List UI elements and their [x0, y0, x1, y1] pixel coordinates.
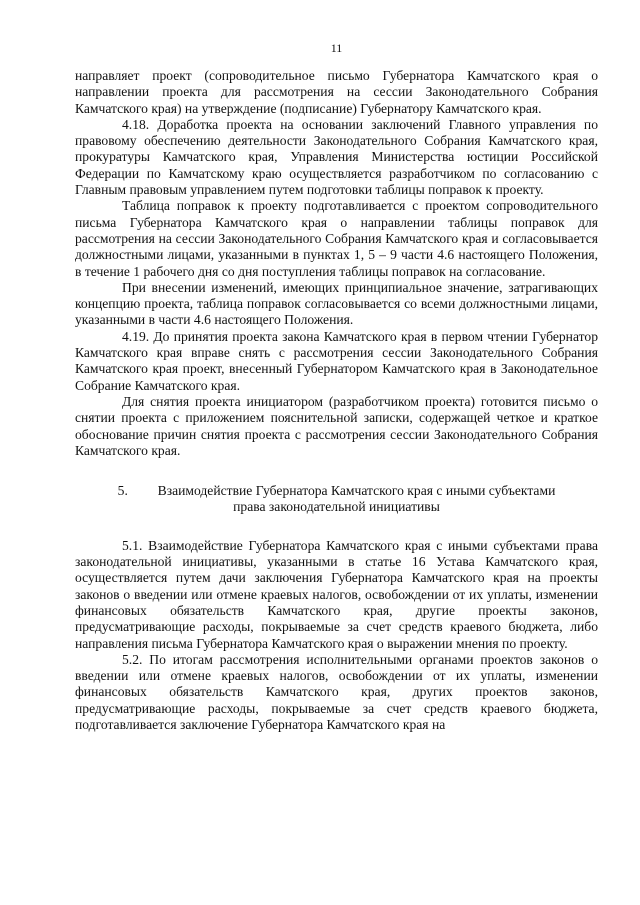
section-heading-line-1	[75, 483, 598, 499]
paragraph: 5.2. По итогам рассмотрения исполнительными органами проектов законов о введении или отмене краевых налогов, освобождении от их уплаты, изменении финансовых обязательств Камчатского края, других проектов законов, предусматривающие расходы, покрываемые за счет средств краевого бюджета, подготавливается заключение Губернатора Камчатского края на	[75, 651, 598, 732]
paragraph: При внесении изменений, имеющих принципиальное значение, затрагивающих концепцию проекта, таблица поправок согласовывается со всеми должностными лицами, указанными в части 4.6 настоящего Положения.	[75, 279, 598, 328]
page-number: 11	[330, 41, 343, 55]
section-heading	[75, 483, 598, 516]
document-page	[75, 0, 598, 733]
document-body	[75, 68, 598, 733]
section-title-line-1: Взаимодействие Губернатора Камчатского края с иными субъектами	[157, 483, 556, 499]
paragraph: направляет проект (сопроводительное письмо Губернатора Камчатского края о направлении проекта для рассмотрения на сессии Законодательного Собрания Камчатского края) на утверждение (подписание) Губернатору Камчатского края.	[75, 68, 598, 116]
section-number: 5.	[117, 483, 128, 499]
paragraph: 5.1. Взаимодействие Губернатора Камчатского края с иными субъектами права законодательной инициативы, указанными в статье 16 Устава Камчатского края, осуществляется путем дачи заключения Губернатора Камчатского края на проекты законов о введении или отмене краевых налогов, освобождении от их уплаты, изменении финансовых обязательств Камчатского края, другие проекты законов, предусматривающие расходы, покрываемые за счет средств краевого бюджета, либо направления письма Губернатора Камчатского края о выражении мнения по проекту.	[75, 537, 598, 651]
paragraph: Для снятия проекта инициатором (разработчиком проекта) готовится письмо о снятии проекта с приложением пояснительной записки, содержащей четкое и краткое обоснование причин снятия проекта с рассмотрения сессии Законодательного Собрания Камчатского края.	[75, 393, 598, 458]
paragraph: 4.19. До принятия проекта закона Камчатского края в первом чтении Губернатор Камчатского края вправе снять с рассмотрения сессии Законодательного Собрания Камчатского края проект, внесенный Губернатором Камчатского края в Законодательное Собрание Камчатского края.	[75, 328, 598, 393]
section-title-line-2: права законодательной инициативы	[233, 499, 440, 515]
paragraph: Таблица поправок к проекту подготавливается с проектом сопроводительного письма Губернатора Камчатского края о направлении таблицы поправок для рассмотрения на сессии Законодательного Собрания Камчатского края и согласовывается должностными лицами, указанными в пунктах 1, 5 – 9 части 4.6 настоящего Положения, в течение 1 рабочего дня со дня поступления таблицы поправок на согласование.	[75, 198, 598, 279]
paragraph: 4.18. Доработка проекта на основании заключений Главного управления по правовому обеспечению деятельности Законодательного Собрания Камчатского края, прокуратуры Камчатского края, Управления Министерства юстиции Российской Федерации по Камчатскому краю осуществляется разработчиком по согласованию с Главным правовым управлением путем подготовки таблицы поправок к проекту.	[75, 116, 598, 198]
paragraphs-after	[75, 538, 598, 734]
paragraphs-before	[75, 68, 598, 459]
